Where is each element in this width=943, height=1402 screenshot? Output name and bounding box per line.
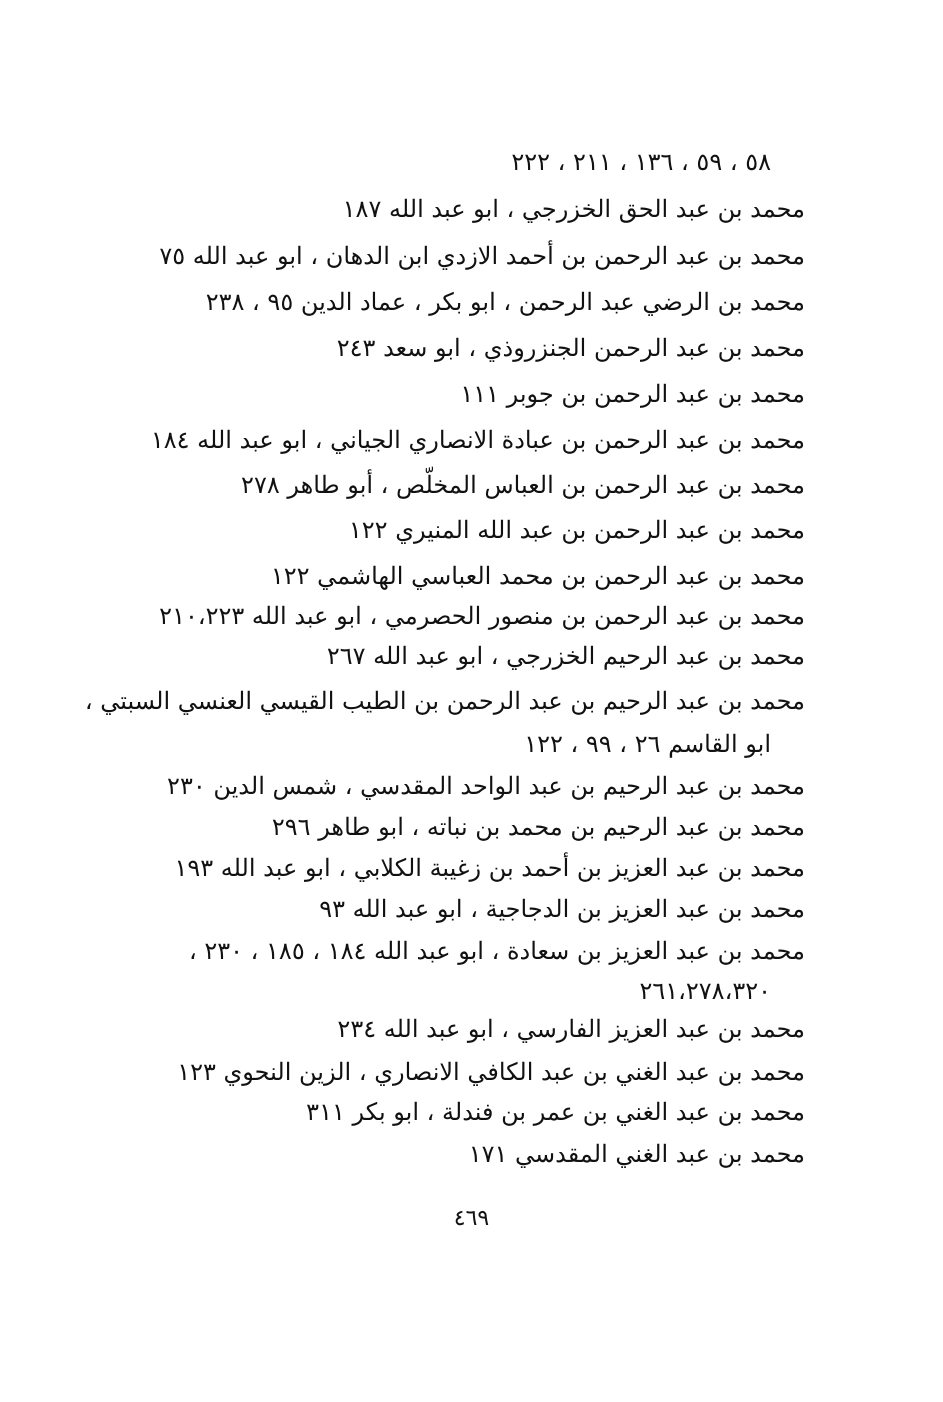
index-entry: محمد بن عبد الغني المقدسي ١٧١ bbox=[468, 1140, 805, 1168]
index-entry: محمد بن عبد الرحيم بن عبد الواحد المقدسي ، شمس الدين ٢٣٠ bbox=[167, 772, 805, 800]
index-entry: محمد بن عبد الرحيم بن عبد الرحمن بن الطيب القيسي العنسي السبتي ، bbox=[84, 687, 805, 715]
index-line-continuation: ابو القاسم ٢٦ ، ٩٩ ، ١٢٢ bbox=[524, 730, 771, 758]
index-entry: محمد بن عبد الغني بن عبد الكافي الانصاري ، الزين النحوي ١٢٣ bbox=[177, 1058, 805, 1086]
index-entry: محمد بن عبد العزيز الفارسي ، ابو عبد الله ٢٣٤ bbox=[337, 1015, 805, 1043]
index-entry: محمد بن عبد الرحمن بن جوبر ١١١ bbox=[460, 380, 805, 408]
index-entry: محمد بن عبد الرحيم الخزرجي ، ابو عبد الله ٢٦٧ bbox=[326, 642, 805, 670]
index-entry: محمد بن عبد الغني بن عمر بن فندلة ، ابو بكر ٣١١ bbox=[306, 1098, 805, 1126]
index-entry: محمد بن عبد الرحيم بن محمد بن نباته ، ابو طاهر ٢٩٦ bbox=[271, 813, 805, 841]
index-entry: محمد بن عبد العزيز بن أحمد بن زغيبة الكلابي ، ابو عبد الله ١٩٣ bbox=[174, 854, 805, 882]
page-number: ٤٦٩ bbox=[453, 1206, 490, 1231]
index-line-continuation: ٥٨ ، ٥٩ ، ١٣٦ ، ٢١١ ، ٢٢٢ bbox=[511, 148, 771, 176]
index-entry: محمد بن عبد الرحمن بن العباس المخلّص ، أبو طاهر ٢٧٨ bbox=[241, 471, 805, 499]
index-entry: محمد بن عبد الرحمن بن منصور الحصرمي ، ابو عبد الله ٢١٠،٢٢٣ bbox=[159, 602, 805, 630]
index-line-continuation: ٢٦١،٢٧٨،٣٢٠ bbox=[639, 977, 771, 1005]
index-entry: محمد بن عبد الرحمن بن محمد العباسي الهاشمي ١٢٢ bbox=[270, 562, 805, 590]
index-entry: محمد بن عبد الرحمن الجنزروذي ، ابو سعد ٢٤٣ bbox=[336, 334, 805, 362]
index-entry: محمد بن عبد الرحمن بن أحمد الازدي ابن الدهان ، ابو عبد الله ٧٥ bbox=[159, 242, 805, 270]
index-entry: محمد بن عبد العزيز بن سعادة ، ابو عبد الله ١٨٤ ، ١٨٥ ، ٢٣٠ ، bbox=[188, 937, 805, 965]
index-entry: محمد بن عبد الحق الخزرجي ، ابو عبد الله ١٨٧ bbox=[342, 195, 805, 223]
index-entry: محمد بن عبد العزيز بن الدجاجية ، ابو عبد الله ٩٣ bbox=[319, 895, 805, 923]
index-entry: محمد بن الرضي عبد الرحمن ، ابو بكر ، عماد الدين ٩٥ ، ٢٣٨ bbox=[205, 288, 805, 316]
index-entry: محمد بن عبد الرحمن بن عبد الله المنيري ١٢٢ bbox=[348, 516, 805, 544]
index-entry: محمد بن عبد الرحمن بن عبادة الانصاري الجياني ، ابو عبد الله ١٨٤ bbox=[150, 426, 805, 454]
